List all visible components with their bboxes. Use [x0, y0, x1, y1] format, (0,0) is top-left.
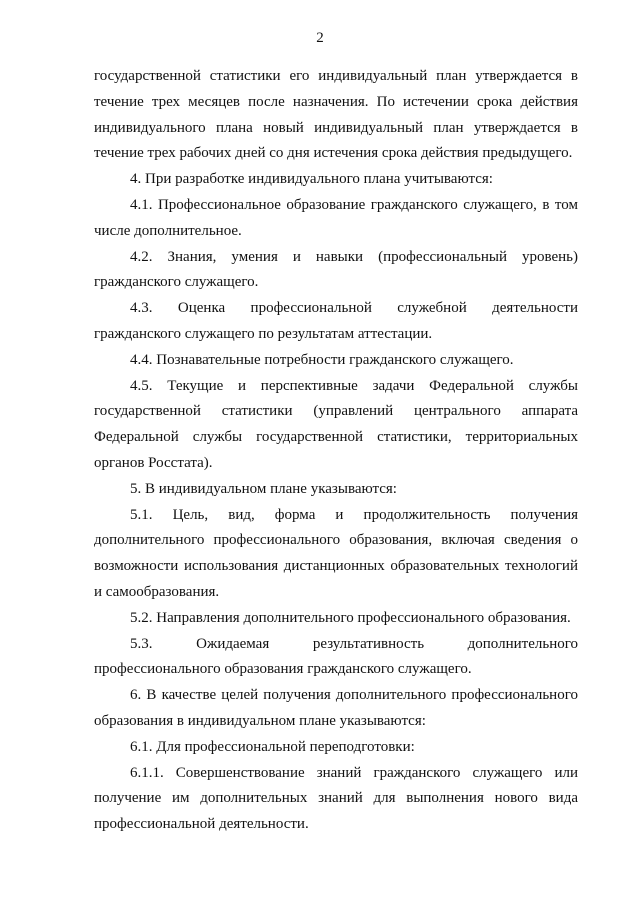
paragraph — [94, 606, 578, 632]
text-line: 5.1. Цель, вид, форма и продолжительность получения — [130, 506, 578, 523]
text-line: образования в индивидуальном плане указываются: — [94, 712, 426, 729]
paragraph — [94, 64, 578, 167]
text-line: профессионального образования гражданского служащего. — [94, 661, 472, 678]
text-line: 4.3. Оценка профессиональной служебной деятельности — [130, 300, 578, 317]
document-body — [94, 64, 578, 838]
paragraph — [94, 632, 578, 684]
text-line: числе дополнительное. — [94, 222, 242, 239]
text-line: 4.1. Профессиональное образование гражданского служащего, в том — [130, 196, 578, 213]
text-line: органов Росстата). — [94, 454, 213, 471]
text-line: индивидуального плана новый индивидуальный план утверждается в — [94, 119, 578, 136]
text-line: государственной статистики его индивидуальный план утверждается в — [94, 68, 578, 84]
paragraph — [94, 503, 578, 606]
page-number: 2 — [316, 30, 324, 46]
paragraph — [94, 348, 578, 374]
text-line: 5.3. Ожидаемая результативность дополнительного — [130, 635, 578, 652]
text-line: государственной статистики (управлений центрального аппарата — [94, 403, 578, 420]
paragraph — [94, 735, 578, 761]
text-line: возможности использования дистанционных образовательных технологий — [94, 558, 578, 575]
text-line: 4. При разработке индивидуального плана учитываются: — [130, 171, 493, 188]
text-line: 5. В индивидуальном плане указываются: — [130, 480, 397, 497]
text-line: 6.1.1. Совершенствование знаний гражданского служащего или — [130, 764, 578, 781]
text-line: 4.5. Текущие и перспективные задачи Федеральной службы — [130, 377, 578, 394]
paragraph — [94, 477, 578, 503]
text-line: Федеральной службы государственной статистики, территориальных — [94, 429, 578, 446]
paragraph — [94, 167, 578, 193]
paragraph — [94, 374, 578, 477]
text-line: 4.2. Знания, умения и навыки (профессиональный уровень) — [130, 248, 578, 265]
text-line: 6.1. Для профессиональной переподготовки: — [130, 738, 415, 755]
text-line: 4.4. Познавательные потребности гражданского служащего. — [130, 351, 514, 368]
text-line: 6. В качестве целей получения дополнительного профессионального — [130, 687, 578, 704]
text-line: гражданского служащего по результатам аттестации. — [94, 325, 433, 342]
text-line: гражданского служащего. — [94, 274, 259, 291]
paragraph — [94, 296, 578, 348]
text-line: профессиональной деятельности. — [94, 816, 309, 833]
paragraph — [94, 761, 578, 838]
paragraph — [94, 193, 578, 245]
text-line: получение им дополнительных знаний для выполнения нового вида — [94, 790, 578, 807]
paragraph — [94, 683, 578, 735]
text-line: и самообразования. — [94, 583, 220, 600]
text-line: течение трех месяцев после назначения. По истечении срока действия — [94, 93, 578, 110]
paragraph — [94, 245, 578, 297]
text-line: течение трех рабочих дней со дня истечения срока действия предыдущего. — [94, 145, 573, 162]
text-line: дополнительного профессионального образования, включая сведения о — [94, 532, 578, 549]
text-line: 5.2. Направления дополнительного профессионального образования. — [130, 609, 571, 626]
